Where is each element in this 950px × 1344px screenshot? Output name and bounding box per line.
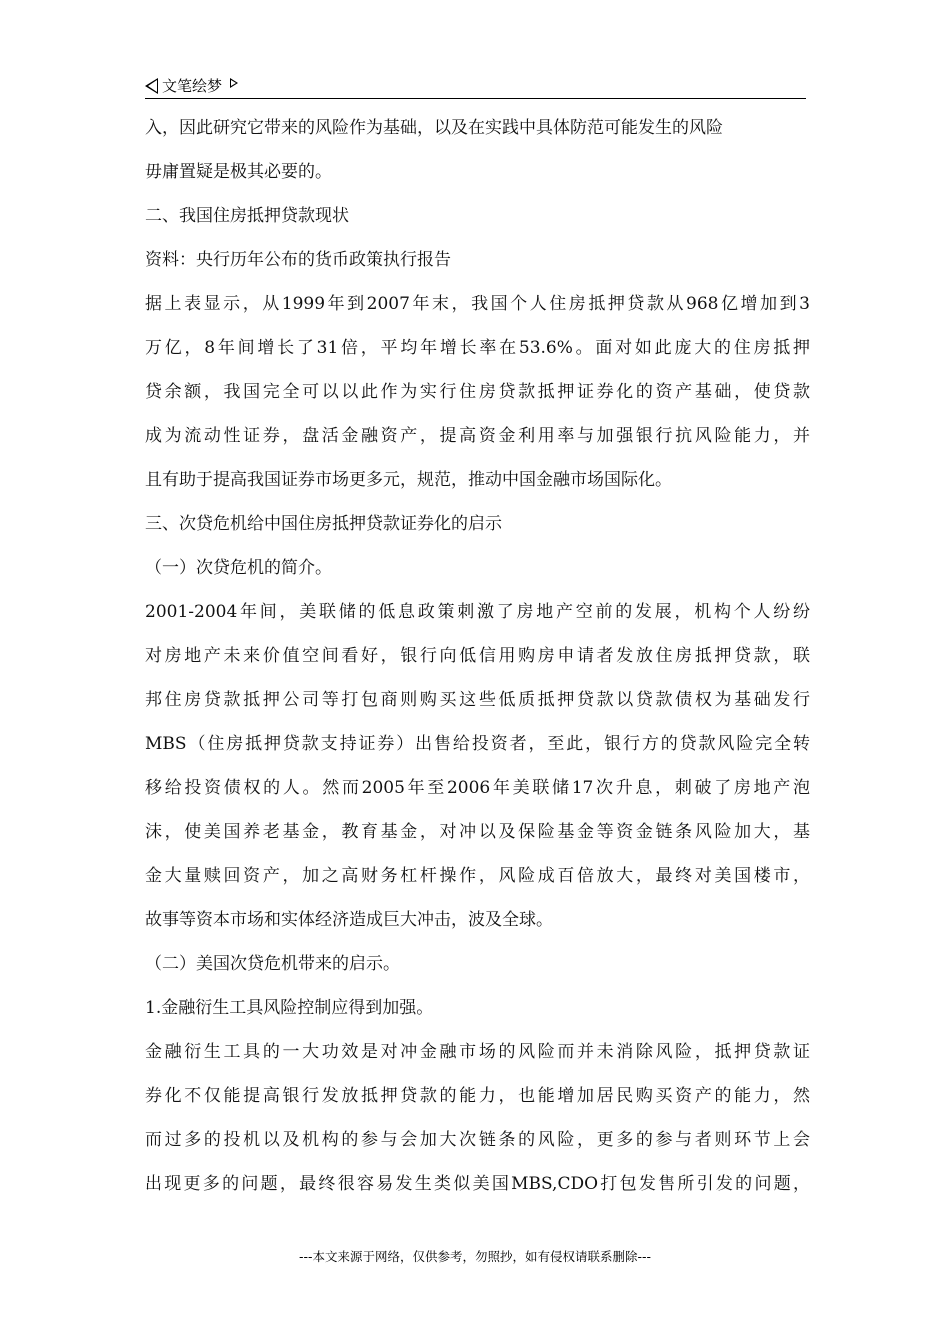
subsection-heading: （二）美国次贷危机带来的启示。 <box>145 954 400 974</box>
body-line: 出现更多的问题，最终很容易发生类似美国MBS,CDO打包发售所引发的问题， <box>145 1174 810 1194</box>
body-line: 故事等资本市场和实体经济造成巨大冲击，波及全球。 <box>145 910 553 930</box>
subsection-heading: （一）次贷危机的简介。 <box>145 558 332 578</box>
body-line: 对房地产未来价值空间看好，银行向低信用购房申请者发放住房抵押贷款，联 <box>145 646 810 666</box>
body-line: 2001-2004年间，美联储的低息政策刺激了房地产空前的发展，机构个人纷纷 <box>145 602 810 622</box>
body-line: 移给投资债权的人。然而2005年至2006年美联储17次升息，刺破了房地产泡 <box>145 778 810 798</box>
header-brand-group <box>145 75 238 96</box>
body-line: 贷余额，我国完全可以以此作为实行住房贷款抵押证券化的资产基础，使贷款 <box>145 382 810 402</box>
document-body <box>145 112 810 1212</box>
section-heading: 二、我国住房抵押贷款现状 <box>145 206 349 226</box>
body-line: 成为流动性证券，盘活金融资产，提高资金利用率与加强银行抗风险能力，并 <box>145 426 810 446</box>
body-line: 万亿，8年间增长了31倍，平均年增长率在53.6%。面对如此庞大的住房抵押 <box>145 338 810 358</box>
header-brand: 文笔绘梦 <box>162 77 223 95</box>
body-line: 入，因此研究它带来的风险作为基础，以及在实践中具体防范可能发生的风险 <box>145 118 723 138</box>
body-line: 资料：央行历年公布的货币政策执行报告 <box>145 250 451 270</box>
body-line: 沫，使美国养老基金，教育基金，对冲以及保险基金等资金链条风险加大，基 <box>145 822 810 842</box>
body-line: 且有助于提高我国证券市场更多元，规范，推动中国金融市场国际化。 <box>145 470 672 490</box>
page-header <box>145 74 806 99</box>
subsection-heading: 1.金融衍生工具风险控制应得到加强。 <box>145 998 434 1018</box>
page-footer-notice: ---本文来源于网络，仅供参考，勿照抄，如有侵权请联系删除--- <box>298 1249 652 1264</box>
body-line: 邦住房贷款抵押公司等打包商则购买这些低质抵押贷款以贷款债权为基础发行 <box>145 690 810 710</box>
right-triangle-icon <box>230 78 238 88</box>
body-line: 券化不仅能提高银行发放抵押贷款的能力，也能增加居民购买资产的能力，然 <box>145 1086 810 1106</box>
body-line: 毋庸置疑是极其必要的。 <box>145 162 332 182</box>
body-line: 据上表显示，从1999年到2007年末，我国个人住房抵押贷款从968亿增加到3 <box>145 294 810 314</box>
section-heading: 三、次贷危机给中国住房抵押贷款证券化的启示 <box>145 514 502 534</box>
body-line: MBS（住房抵押贷款支持证券）出售给投资者，至此，银行方的贷款风险完全转 <box>145 734 810 754</box>
left-triangle-icon <box>145 78 158 94</box>
body-line: 而过多的投机以及机构的参与会加大次链条的风险，更多的参与者则环节上会 <box>145 1130 810 1150</box>
body-line: 金大量赎回资产，加之高财务杠杆操作，风险成百倍放大，最终对美国楼市， <box>145 866 810 886</box>
body-line: 金融衍生工具的一大功效是对冲金融市场的风险而并未消除风险，抵押贷款证 <box>145 1042 810 1062</box>
